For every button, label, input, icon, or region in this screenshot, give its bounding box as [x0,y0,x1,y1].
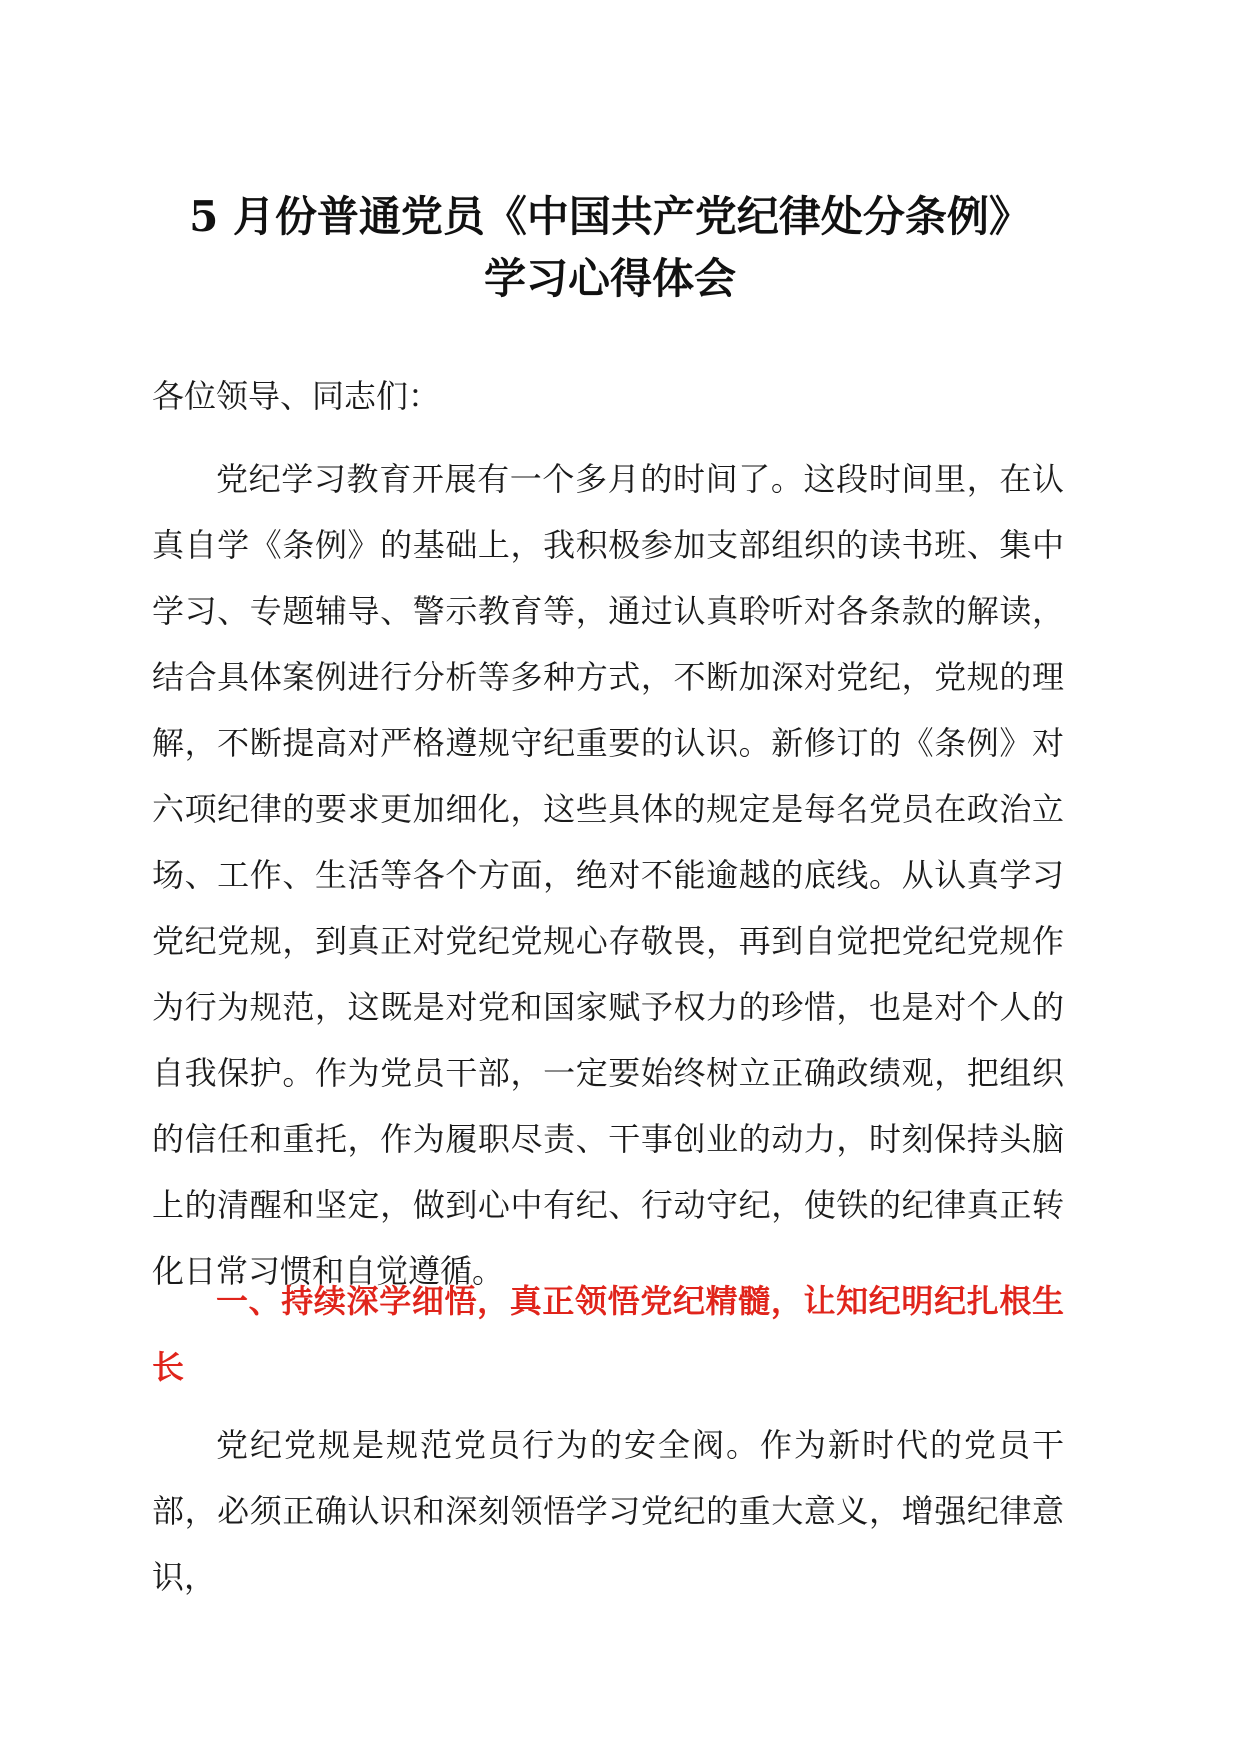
body-paragraph-1: 党纪学习教育开展有一个多月的时间了。这段时间里，在认真自学《条例》的基础上，我积极参加支部组织的读书班、集中学习、专题辅导、警示教育等，通过认真聆听对各条款的解读，结合具体案例进行分析等多种方式，不断加深对党纪，党规的理解，不断提高对严格遵规守纪重要的认识。新修订的《条例》对六项纪律的要求更加细化，这些具体的规定是每名党员在政治立场、工作、生活等各个方面，绝对不能逾越的底线。从认真学习党纪党规，到真正对党纪党规心存敬畏，再到自觉把党纪党规作为行为规范，这既是对党和国家赋予权力的珍惜，也是对个人的自我保护。作为党员干部，一定要始终树立正确政绩观，把组织的信任和重托，作为履职尽责、干事创业的动力，时刻保持头脑上的清醒和坚定，做到心中有纪、行动守纪，使铁的纪律真正转化日常习惯和自觉遵循。 [152,460,1064,1290]
section-heading-1: 一、持续深学细悟，真正领悟党纪精髓，让知纪明纪扎根生长 [152,1282,1064,1386]
salutation: 各位领导、同志们： [152,377,441,415]
body-paragraph-2: 党纪党规是规范党员行为的安全阀。作为新时代的党员干部，必须正确认识和深刻领悟学习党纪的重大意义，增强纪律意识， [152,1426,1064,1596]
document-title-line-1: 5 月份普通党员《中国共产党纪律处分条例》 [189,192,1031,241]
document-title-line-2: 学习心得体会 [483,254,736,303]
